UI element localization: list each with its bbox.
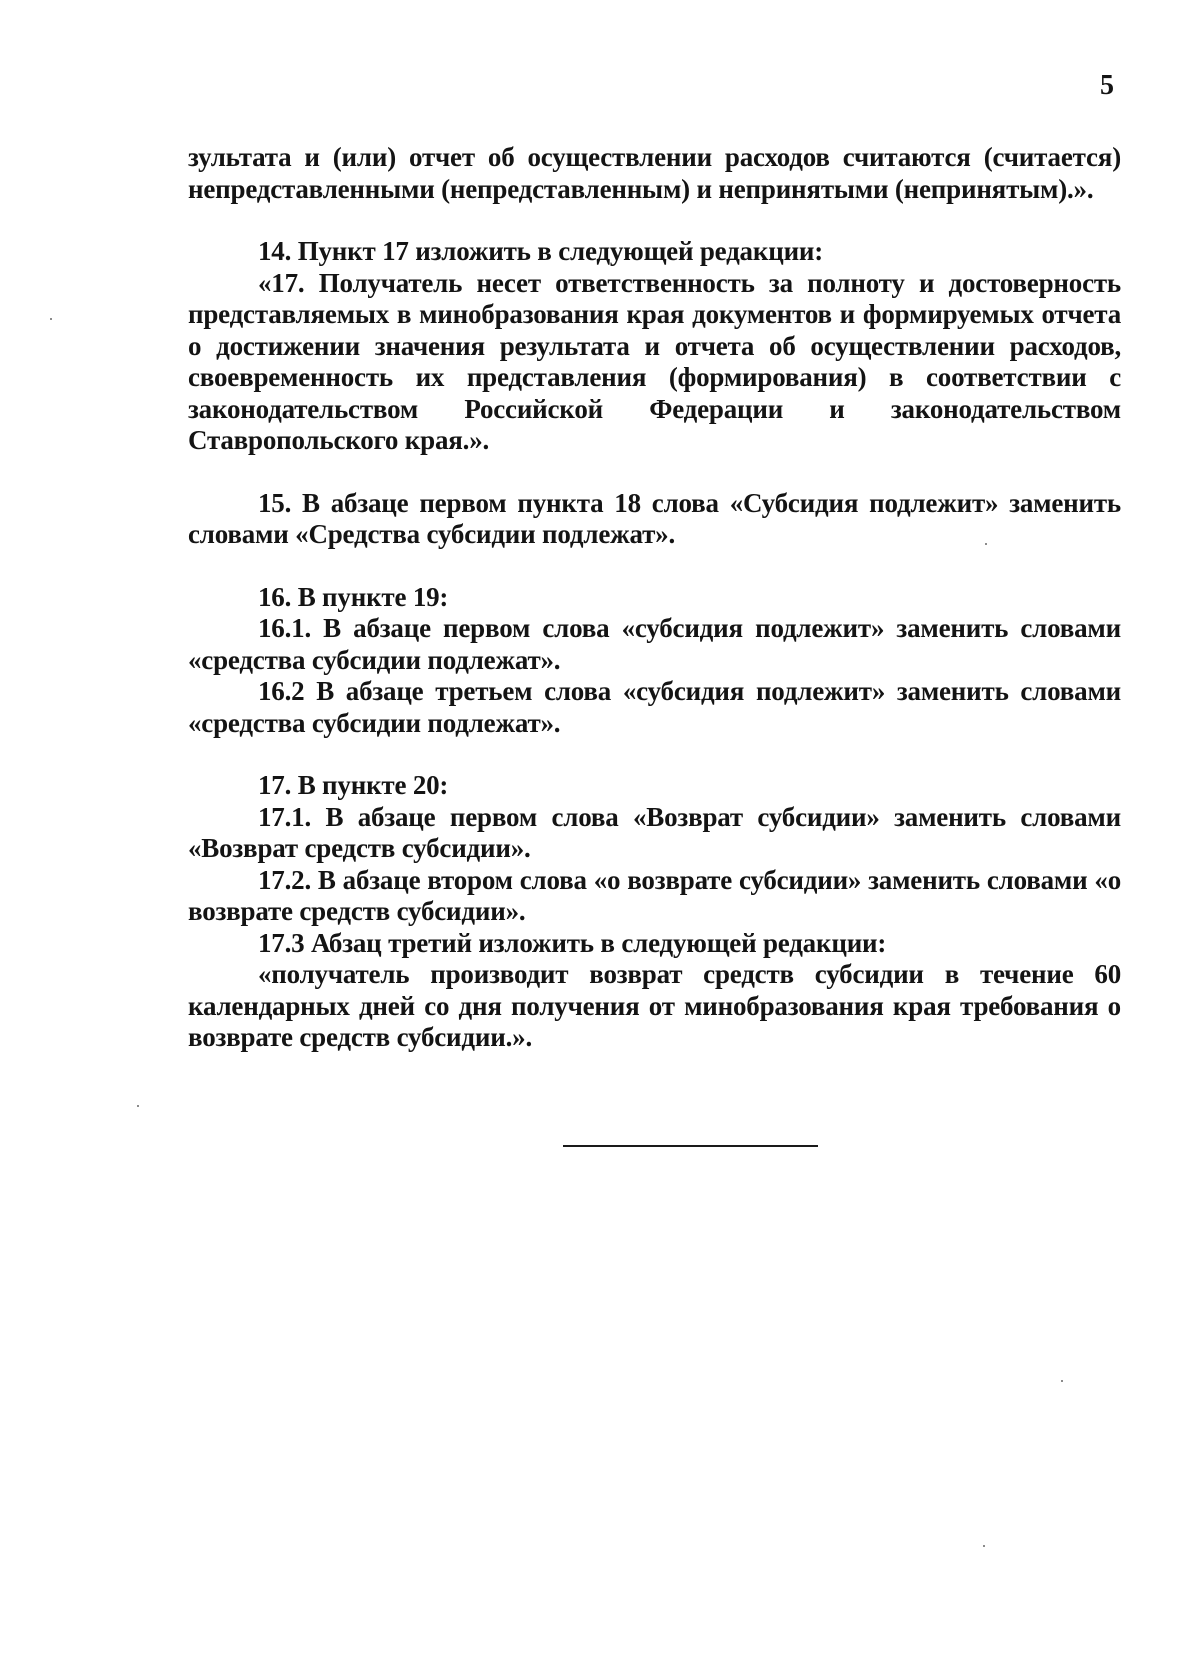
scan-speck [50,318,52,320]
scan-speck [137,1105,139,1107]
paragraph-item-16-1: 16.1. В абзаце первом слова «субсидия подлежит» заменить словами «средства субсидии подлежат». [188,613,1121,675]
paragraph-item-16-2: 16.2 В абзаце третьем слова «субсидия подлежит» заменить словами «средства субсидии подлежат». [188,676,1121,738]
paragraph-item-17-2: 17.2. В абзаце втором слова «о возврате субсидии» заменить словами «о возврате средств субсидии». [188,864,1121,926]
scan-speck [983,1545,985,1547]
paragraph-item-17: 17. В пункте 20: [258,770,449,800]
paragraph-item-17-quote: «17. Получатель несет ответственность за полноту и достоверность представляемых в минобразования края документов и формируемых отчета о достижении значения результата и отчета об осуществлении расходов, своевременность их представления (формирования) в соответствии с законодательством Российской Федерации и законодательством Ставропольского края.». [188,267,1121,455]
paragraph-item-17-3: 17.3 Абзац третий изложить в следующей редакции: [258,927,887,958]
paragraph-item-16: 16. В пункте 19: [258,581,449,612]
paragraph-item-14: 14. Пункт 17 изложить в следующей редакции: [258,236,824,266]
document-body [188,142,1121,1054]
scan-speck [1061,1380,1063,1382]
paragraph-item-17-1: 17.1. В абзаце первом слова «Возврат субсидии» заменить словами «Возврат средств субсидии». [188,801,1121,863]
paragraph-continuation: зультата и (или) отчет об осуществлении расходов считаются (считается) непредставленными (непредставленным) и непринятыми (непринятым).». [188,142,1121,204]
scan-speck [985,543,987,545]
page-number: 5 [1100,70,1114,101]
paragraph-item-17-3-quote: «получатель производит возврат средств субсидии в течение 60 календарных дней со дня получения от минобразования края требования о возврате средств субсидии.». [188,959,1121,1052]
end-separator-line [563,1145,818,1147]
paragraph-item-15: 15. В абзаце первом пункта 18 слова «Субсидия подлежит» заменить словами «Средства субсидии подлежат». [188,487,1121,549]
